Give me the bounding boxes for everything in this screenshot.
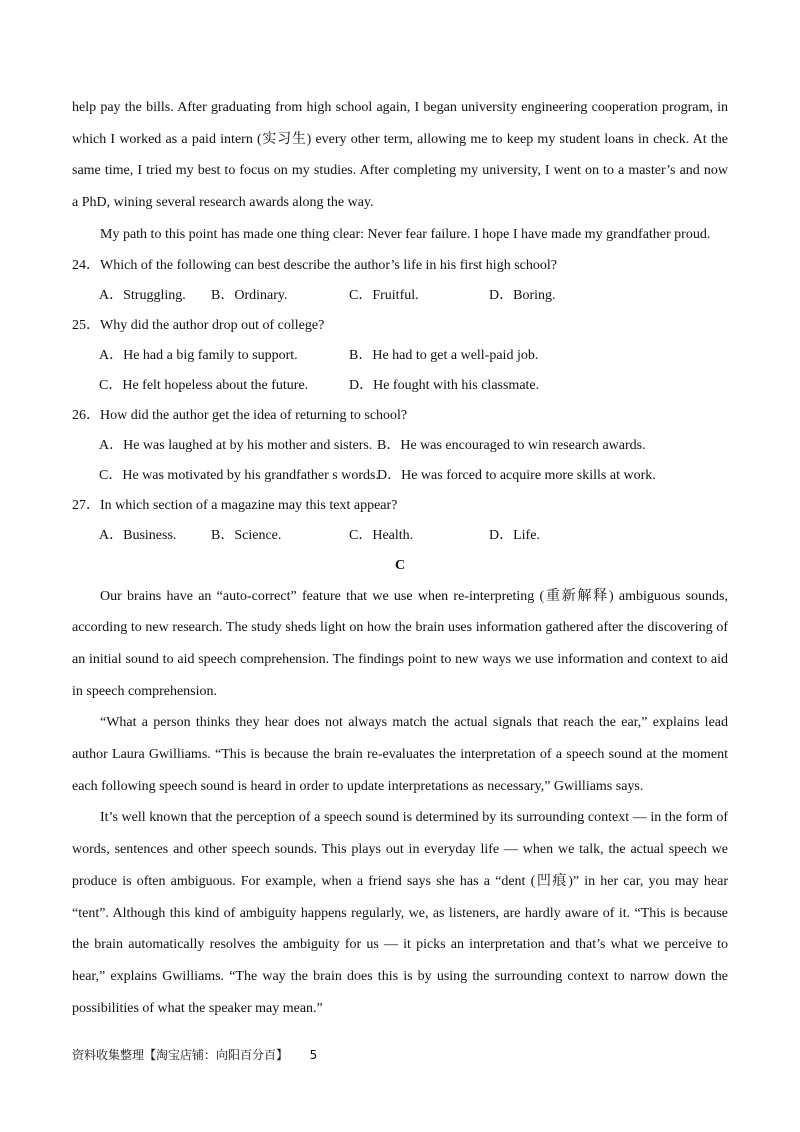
option-c: C．Health.	[349, 527, 414, 543]
option-d: D．Boring.	[489, 287, 556, 303]
option-a: A．Struggling.	[99, 287, 186, 303]
option-d: D．He fought with his classmate.	[349, 377, 540, 393]
passage-c	[72, 581, 728, 1025]
question-27	[72, 491, 728, 551]
option-b: B．Science.	[211, 527, 282, 543]
passage-paragraph: “What a person thinks they hear does not always match the actual signals that reach the ear,” explains lead author Laura Gwilliams. “This is because the brain re-evaluates the interpretation of a speech sound at the moment each following speech sound is heard in order to update interpretations as necessary,” Gwilliams says.	[72, 715, 728, 794]
passage-paragraph: My path to this point has made one thing clear: Never fear failure. I hope I have made my grandfather proud.	[100, 226, 711, 242]
option-c: C．He was motivated by his grandfather s words.	[99, 467, 379, 483]
option-row	[72, 521, 728, 551]
passage-line: which I worked as a paid intern (实习生) every other term, allowing me to keep my student loans in check. At the	[72, 131, 728, 147]
option-c: C．He felt hopeless about the future.	[99, 377, 309, 393]
option-a: A．He had a big family to support.	[99, 347, 298, 363]
section-c-heading: C	[394, 557, 406, 573]
footer-source: 资料收集整理【淘宝店铺：向阳百分百】	[72, 1048, 289, 1062]
question-25	[72, 311, 728, 401]
page-footer	[72, 1046, 317, 1063]
option-b: B．He had to get a well-paid job.	[349, 347, 539, 363]
question-text: 25．Why did the author drop out of college?	[72, 317, 325, 333]
option-d: D．He was forced to acquire more skills at work.	[377, 467, 656, 483]
passage-paragraph: Our brains have an “auto-correct” feature that we use when re-interpreting (重新解释) ambiguous sounds, according to new research. The study sheds light on how the brain uses information gathered after the discovering of an initial sound to aid speech comprehension. The findings point to new ways we use information and context to aid in speech comprehension.	[72, 588, 728, 699]
option-row	[72, 281, 728, 311]
option-a: A．Business.	[99, 527, 177, 543]
option-b: B．He was encouraged to win research awards.	[377, 437, 646, 453]
passage-paragraph: It’s well known that the perception of a speech sound is determined by its surrounding context — in the form of words, sentences and other speech sounds. This plays out in everyday life — when we talk, the actual speech we produce is often ambiguous. For example, when a friend says she has a “dent (凹痕)” in her car, you may hear “tent”. Although this kind of ambiguity happens regularly, we, as listeners, are hardly aware of it. “This is because the brain automatically resolves the ambiguity for us — it picks an interpretation and that’s what we perceive to hear,” explains Gwilliams. “The way the brain does this is by using the surrounding context to narrow down the possibilities of what the speaker may mean.”	[72, 810, 728, 1016]
question-24	[72, 251, 728, 311]
question-text: 27．In which section of a magazine may this text appear?	[72, 497, 398, 513]
option-row	[72, 371, 728, 401]
option-b: B．Ordinary.	[211, 287, 288, 303]
option-d: D．Life.	[489, 527, 540, 543]
page-content	[72, 92, 728, 1024]
page-number: 5	[309, 1048, 318, 1062]
option-a: A．He was laughed at by his mother and sisters.	[99, 437, 373, 453]
passage-line: help pay the bills. After graduating from high school again, I began university engineering cooperation program, in	[72, 100, 728, 115]
passage-line: same time, I tried my best to focus on my studies. After completing my university, I went on to a master’s and now	[72, 163, 728, 179]
option-row	[72, 341, 728, 371]
question-text: 24．Which of the following can best describe the author’s life in his first high school?	[72, 257, 557, 273]
option-row	[72, 461, 728, 491]
question-26	[72, 401, 728, 491]
question-text: 26．How did the author get the idea of returning to school?	[72, 407, 408, 423]
option-row	[72, 431, 728, 461]
option-c: C．Fruitful.	[349, 287, 419, 303]
passage-line: a PhD, wining several research awards along the way.	[72, 195, 374, 211]
passage-b-continuation	[72, 92, 728, 251]
